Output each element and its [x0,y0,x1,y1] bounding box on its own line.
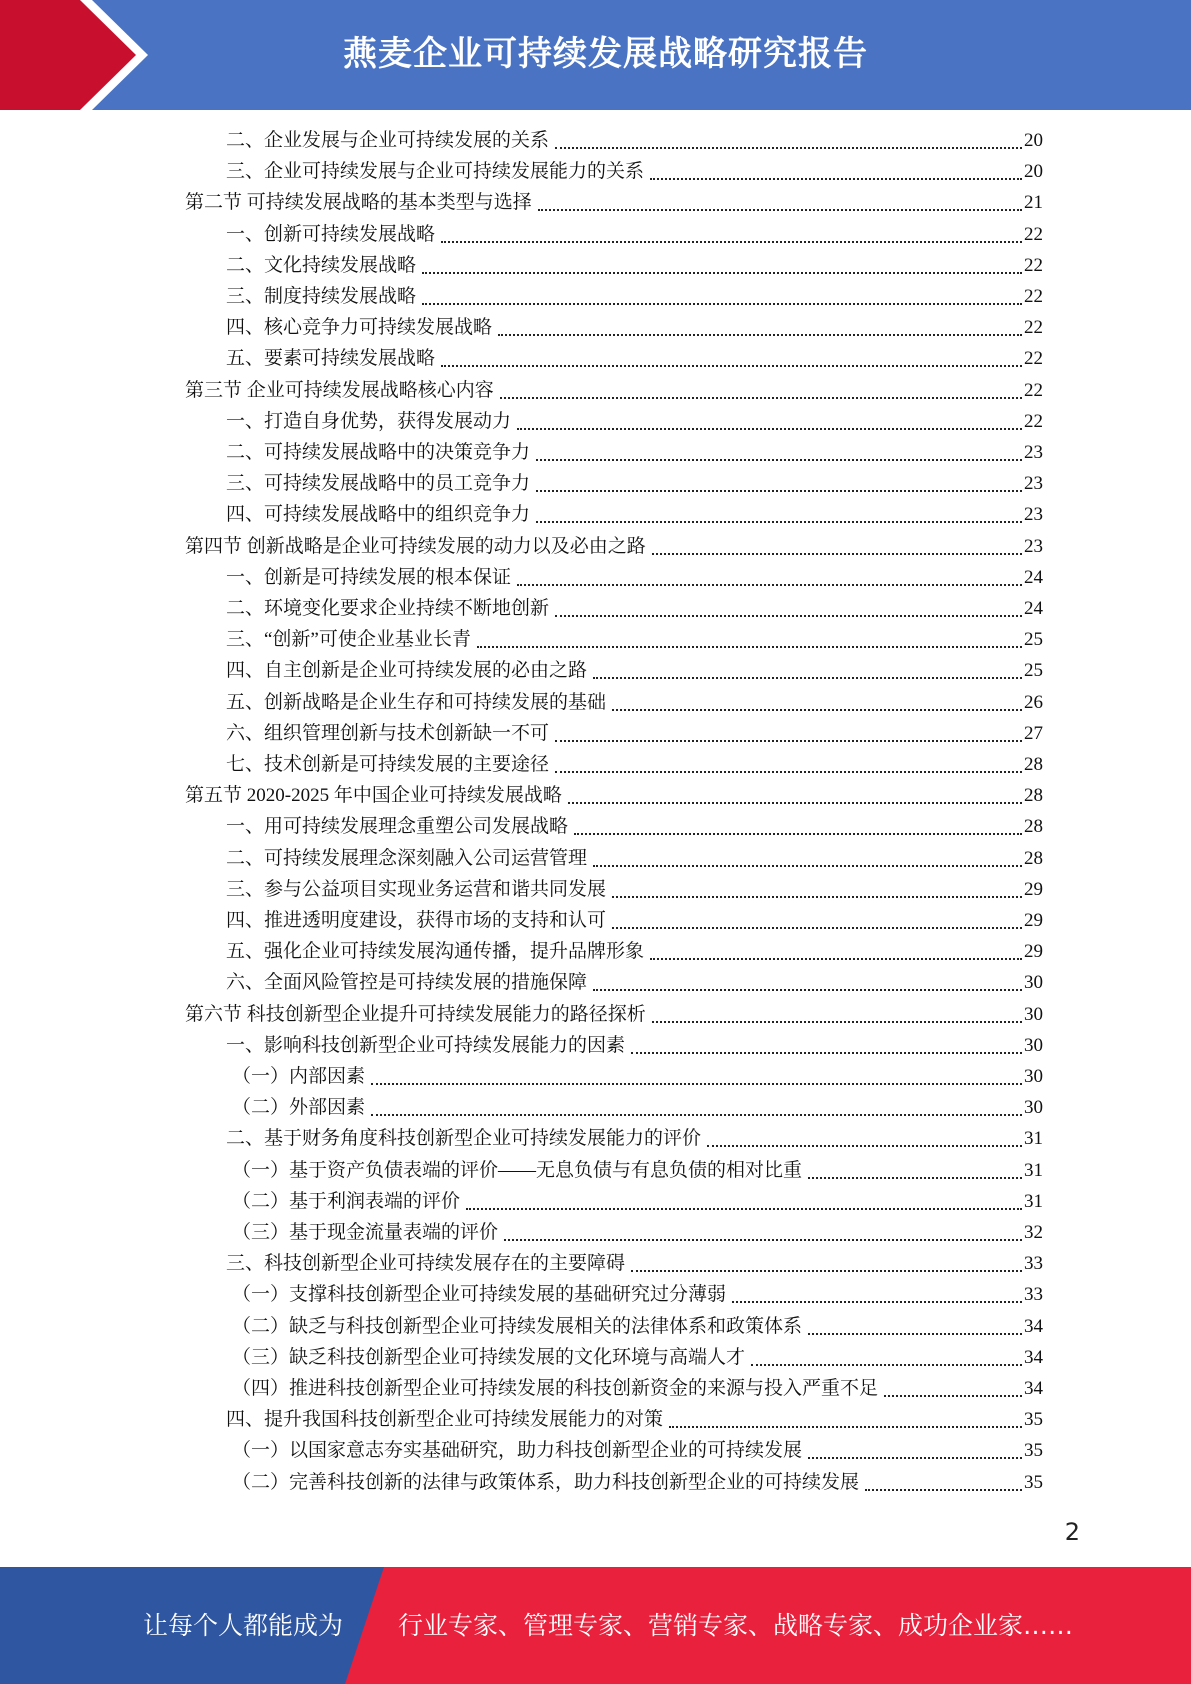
toc-entry-page: 29 [1024,910,1043,931]
toc-entry-page: 28 [1024,847,1043,869]
footer-slogan-right: 行业专家、管理专家、营销专家、战略专家、成功企业家…… [398,1611,1074,1640]
toc-entry-title: 第二节 可持续发展战略的基本类型与选择 [185,192,532,214]
toc-entry[interactable] [0,876,1191,904]
toc-dot-leader [466,1208,1022,1210]
toc-entry-title: 三、制度持续发展战略 [226,286,417,307]
toc-entry-page: 22 [1024,410,1043,432]
toc-entry-page: 30 [1024,972,1043,994]
toc-entry-page: 25 [1024,660,1043,682]
toc-entry-title: 第五节 2020-2025 年中国企业可持续发展战略 [185,785,562,807]
toc-entry-page: 35 [1024,1471,1043,1493]
toc-entry[interactable] [0,158,1191,186]
toc-dot-leader [808,1177,1022,1179]
toc-entry-page: 24 [1024,598,1043,619]
toc-entry-title: 二、基于财务角度科技创新型企业可持续发展能力的评价 [226,1128,702,1150]
toc-dot-leader [808,1457,1022,1459]
toc-entry[interactable] [0,626,1191,654]
toc-entry-page: 34 [1024,1378,1043,1399]
toc-entry-title: （二）缺乏与科技创新型企业可持续发展相关的法律体系和政策体系 [232,1315,803,1337]
toc-entry[interactable] [0,408,1191,436]
toc-entry-title: 三、参与公益项目实现业务运营和谐共同发展 [226,878,607,900]
toc-entry-title: 一、用可持续发展理念重塑公司发展战略 [226,816,569,838]
toc-entry[interactable] [0,283,1191,311]
toc-entry-title: 一、打造自身优势，获得发展动力 [226,410,512,432]
toc-entry[interactable] [0,1001,1191,1029]
toc-entry[interactable] [0,1344,1191,1372]
toc-entry-title: （一）支撑科技创新型企业可持续发展的基础研究过分薄弱 [232,1284,727,1306]
toc-entry[interactable] [0,1188,1191,1216]
toc-entry-page: 29 [1024,941,1043,963]
toc-dot-leader [371,1114,1022,1116]
toc-entry-title: 二、企业发展与企业可持续发展的关系 [226,130,550,151]
toc-entry[interactable] [0,595,1191,623]
toc-entry-page: 34 [1024,1346,1043,1368]
toc-entry-title: （一）基于资产负债表端的评价——无息负债与有息负债的相对比重 [232,1159,803,1181]
toc-entry-page: 28 [1024,785,1043,807]
toc-dot-leader [612,927,1022,929]
toc-entry-page: 21 [1024,192,1043,214]
toc-entry[interactable] [0,127,1191,155]
toc-dot-leader [865,1489,1022,1491]
toc-dot-leader [498,334,1022,336]
toc-dot-leader [652,553,1022,555]
toc-entry-page: 30 [1024,1034,1043,1056]
toc-entry[interactable] [0,1281,1191,1309]
toc-entry[interactable] [0,189,1191,217]
toc-entry-title: 三、企业可持续发展与企业可持续发展能力的关系 [226,161,645,183]
toc-entry[interactable] [0,751,1191,779]
toc-dot-leader [612,709,1022,711]
toc-dot-leader [555,615,1022,617]
toc-dot-leader [504,1239,1022,1241]
toc-entry-page: 28 [1024,816,1043,838]
toc-dot-leader [884,1395,1022,1397]
toc-dot-leader [441,365,1022,367]
toc-entry-page: 20 [1024,161,1043,183]
report-title: 燕麦企业可持续发展战略研究报告 [343,34,868,74]
toc-entry-page: 33 [1024,1284,1043,1306]
toc-entry-page: 29 [1024,878,1043,900]
toc-dot-leader [652,1021,1022,1023]
toc-entry-title: 二、可持续发展理念深刻融入公司运营管理 [226,847,588,869]
toc-dot-leader [536,490,1022,492]
toc-entry-title: 四、核心竞争力可持续发展战略 [226,317,493,339]
toc-entry-title: 二、可持续发展战略中的决策竞争力 [226,442,531,463]
toc-entry[interactable] [0,938,1191,966]
toc-entry-page: 22 [1024,286,1043,307]
toc-entry-title: 四、推进透明度建设，获得市场的支持和认可 [226,910,607,931]
toc-dot-leader [631,1270,1022,1272]
toc-entry[interactable] [0,252,1191,280]
toc-entry-page: 31 [1024,1190,1043,1212]
toc-entry[interactable] [0,1406,1191,1434]
toc-entry[interactable] [0,501,1191,529]
toc-dot-leader [536,521,1022,523]
toc-entry-title: 七、技术创新是可持续发展的主要途径 [226,754,550,775]
toc-dot-leader [751,1364,1022,1366]
toc-dot-leader [574,833,1022,835]
toc-dot-leader [555,740,1022,742]
toc-dot-leader [422,303,1022,305]
toc-dot-leader [555,771,1022,773]
toc-entry[interactable] [0,533,1191,561]
toc-entry[interactable] [0,689,1191,717]
toc-entry-page: 35 [1024,1440,1043,1462]
toc-entry-page: 22 [1024,223,1043,245]
toc-entry-page: 35 [1024,1409,1043,1431]
toc-entry[interactable] [0,1469,1191,1497]
toc-entry[interactable] [0,1032,1191,1060]
toc-entry[interactable] [0,1219,1191,1247]
toc-entry-title: 五、创新战略是企业生存和可持续发展的基础 [226,691,607,713]
toc-entry-title: 五、强化企业可持续发展沟通传播，提升品牌形象 [226,941,645,963]
toc-dot-leader [371,1083,1022,1085]
toc-entry-page: 31 [1024,1128,1043,1150]
toc-entry-page: 25 [1024,629,1043,651]
toc-dot-leader [517,584,1022,586]
toc-entry[interactable] [0,1250,1191,1278]
toc-entry[interactable] [0,1125,1191,1153]
toc-entry-title: （二）外部因素 [232,1097,366,1119]
page-number: 2 [1064,1518,1080,1546]
toc-entry-title: 第六节 科技创新型企业提升可持续发展能力的路径探析 [185,1003,646,1025]
toc-entry-page: 30 [1024,1003,1043,1025]
toc-entry-page: 26 [1024,691,1043,713]
toc-dot-leader [555,147,1022,149]
page-footer [0,1567,1191,1684]
toc-entry-page: 22 [1024,317,1043,339]
toc-entry-title: 三、科技创新型企业可持续发展存在的主要障碍 [226,1253,626,1275]
toc-entry[interactable] [0,845,1191,873]
toc-entry[interactable] [0,439,1191,467]
toc-entry-title: （三）基于现金流量表端的评价 [232,1222,499,1243]
toc-entry-page: 32 [1024,1222,1043,1243]
toc-entry-title: （三）缺乏科技创新型企业可持续发展的文化环境与高端人才 [232,1346,746,1368]
toc-entry-title: （四）推进科技创新型企业可持续发展的科技创新资金的来源与投入严重不足 [232,1378,879,1399]
toc-entry-title: 第四节 创新战略是企业可持续发展的动力以及必由之路 [185,535,646,557]
toc-entry[interactable] [0,470,1191,498]
toc-entry-page: 23 [1024,442,1043,463]
toc-entry[interactable] [0,1313,1191,1341]
toc-dot-leader [536,459,1022,461]
toc-entry[interactable] [0,345,1191,373]
toc-entry-page: 24 [1024,566,1043,588]
toc-dot-leader [707,1145,1022,1147]
toc-dot-leader [650,178,1022,180]
page-header [0,0,1191,110]
toc-entry-page: 30 [1024,1066,1043,1087]
toc-entry[interactable] [0,1157,1191,1185]
toc-entry-title: 六、全面风险管控是可持续发展的措施保障 [226,972,588,994]
toc-entry-page: 23 [1024,504,1043,526]
toc-dot-leader [612,896,1022,898]
toc-dot-leader [593,865,1022,867]
toc-entry-page: 30 [1024,1097,1043,1119]
toc-entry-page: 22 [1024,379,1043,401]
toc-dot-leader [593,989,1022,991]
toc-entry-title: 三、“创新”可使企业基业长青 [226,629,471,651]
toc-entry-title: 一、创新是可持续发展的根本保证 [226,566,512,588]
toc-entry-title: 二、文化持续发展战略 [226,254,417,276]
toc-entry-page: 23 [1024,535,1043,557]
toc-entry-title: 四、提升我国科技创新型企业可持续发展能力的对策 [226,1409,664,1431]
toc-entry[interactable] [0,1063,1191,1091]
toc-dot-leader [538,209,1022,211]
toc-entry[interactable] [0,314,1191,342]
toc-dot-leader [732,1301,1022,1303]
toc-entry[interactable] [0,564,1191,592]
toc-entry[interactable] [0,657,1191,685]
toc-entry[interactable] [0,969,1191,997]
toc-entry[interactable] [0,813,1191,841]
toc-dot-leader [500,397,1022,399]
toc-dot-leader [517,428,1022,430]
toc-entry-title: 五、要素可持续发展战略 [226,348,436,370]
toc-entry-page: 27 [1024,722,1043,744]
toc-entry[interactable] [0,720,1191,748]
toc-entry-title: 三、可持续发展战略中的员工竞争力 [226,473,531,495]
toc-entry[interactable] [0,782,1191,810]
toc-entry-title: 六、组织管理创新与技术创新缺一不可 [226,722,550,744]
toc-entry-title: （一）以国家意志夯实基础研究，助力科技创新型企业的可持续发展 [232,1440,803,1462]
toc-entry-page: 20 [1024,130,1043,151]
toc-dot-leader [650,958,1022,960]
toc-entry-title: 二、环境变化要求企业持续不断地创新 [226,598,550,619]
toc-entry-page: 23 [1024,473,1043,495]
toc-entry[interactable] [0,377,1191,405]
toc-dot-leader [808,1333,1022,1335]
toc-entry-page: 31 [1024,1159,1043,1181]
toc-entry-title: （二）完善科技创新的法律与政策体系，助力科技创新型企业的可持续发展 [232,1471,860,1493]
toc-entry-title: 第三节 企业可持续发展战略核心内容 [185,379,494,401]
toc-dot-leader [568,802,1022,804]
toc-entry-title: 一、影响科技创新型企业可持续发展能力的因素 [226,1034,626,1056]
footer-slogan-left: 让每个人都能成为 [143,1611,344,1640]
toc-dot-leader [631,1052,1022,1054]
toc-dot-leader [477,646,1022,648]
toc-entry-title: （一）内部因素 [232,1066,366,1087]
toc-entry-title: 四、可持续发展战略中的组织竞争力 [226,504,531,526]
toc-entry-page: 22 [1024,254,1043,276]
toc-entry-page: 28 [1024,754,1043,775]
toc-entry[interactable] [0,221,1191,249]
toc-dot-leader [669,1426,1022,1428]
toc-entry-title: （二）基于利润表端的评价 [232,1190,461,1212]
toc-entry-title: 四、自主创新是企业可持续发展的必由之路 [226,660,588,682]
toc-entry[interactable] [0,1437,1191,1465]
toc-dot-leader [441,241,1022,243]
toc-entry-title: 一、创新可持续发展战略 [226,223,436,245]
toc-entry[interactable] [0,1094,1191,1122]
toc-entry-page: 33 [1024,1253,1043,1275]
toc-entry-page: 22 [1024,348,1043,370]
toc-dot-leader [422,272,1022,274]
toc-entry[interactable] [0,1375,1191,1403]
toc-dot-leader [593,677,1022,679]
toc-entry-page: 34 [1024,1315,1043,1337]
toc-entry[interactable] [0,907,1191,935]
